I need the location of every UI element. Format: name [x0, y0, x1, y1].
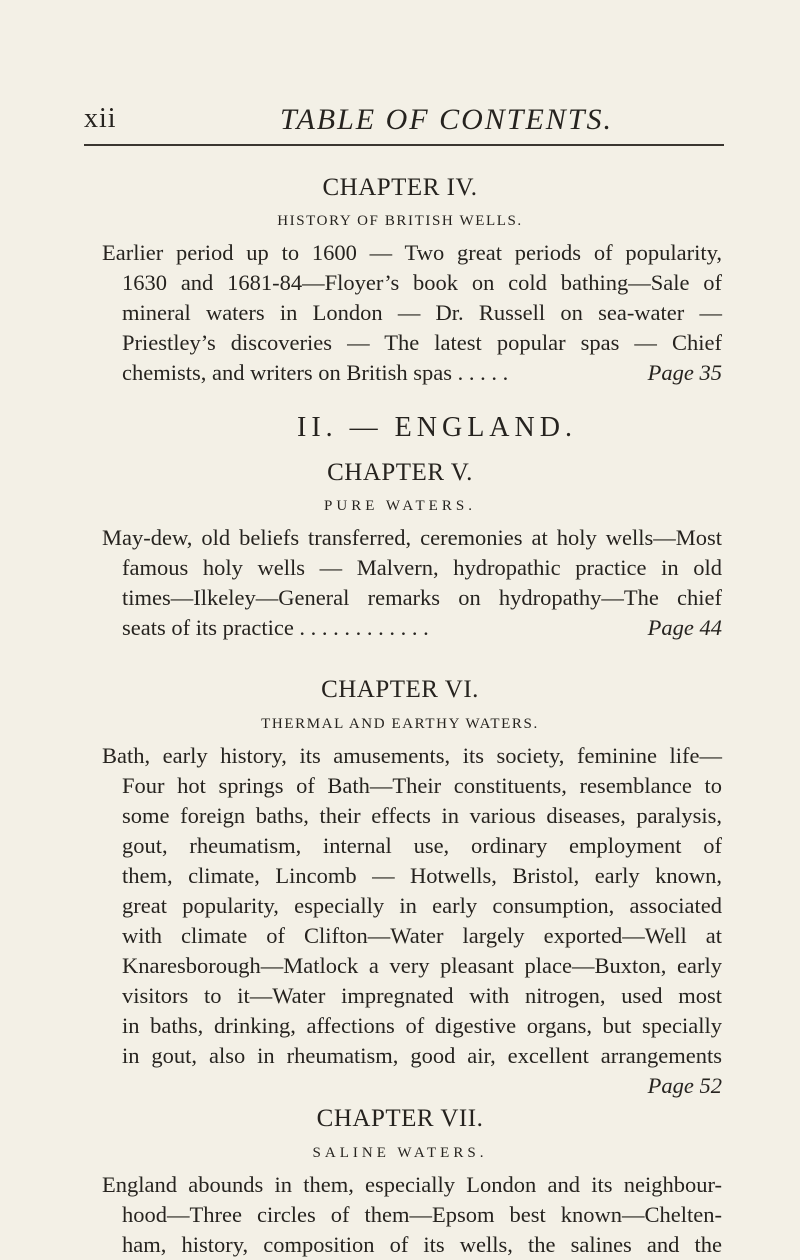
- chapter-4-summary: [102, 238, 722, 388]
- part-heading: II. — ENGLAND.: [297, 412, 577, 443]
- summary-line: hood—Three circles of them—Epsom best known—Chelten-: [122, 1202, 722, 1227]
- running-head: TABLE OF CONTENTS.: [280, 103, 613, 136]
- summary-line: [102, 613, 722, 643]
- page-reference-line: [102, 1071, 722, 1101]
- page-header: [84, 103, 704, 143]
- page-reference: Page 52: [647, 1073, 722, 1098]
- chapter-7-title: CHAPTER VII.: [316, 1105, 484, 1132]
- page-reference: Page 44: [647, 615, 722, 640]
- summary-line: Earlier period up to 1600 — Two great periods of popularity,: [102, 240, 722, 265]
- summary-line: May-dew, old beliefs transferred, ceremonies at holy wells—Most: [102, 525, 722, 550]
- summary-line: in baths, drinking, affections of digestive organs, but specially: [122, 1013, 722, 1038]
- summary-line: England abounds in them, especially London and its neighbour-: [102, 1172, 722, 1197]
- chapter-5-summary: [102, 523, 722, 643]
- summary-line-text: seats of its practice . . . . . . . . . . . .: [122, 615, 429, 640]
- summary-line: some foreign baths, their effects in various diseases, paralysis,: [122, 803, 722, 828]
- chapter-6-title: CHAPTER VI.: [321, 676, 479, 703]
- summary-line: gout, rheumatism, internal use, ordinary employment of: [122, 833, 722, 858]
- chapter-7-subtitle: SALINE WATERS.: [312, 1145, 488, 1161]
- summary-line: famous holy wells — Malvern, hydropathic practice in old: [122, 555, 722, 580]
- page-reference: Page 35: [647, 360, 722, 385]
- summary-line-text: chemists, and writers on British spas . . . . .: [122, 360, 509, 385]
- chapter-5-title: CHAPTER V.: [327, 459, 473, 486]
- summary-line: times—Ilkeley—General remarks on hydropathy—The chief: [122, 585, 722, 610]
- summary-line: Four hot springs of Bath—Their constituents, resemblance to: [122, 773, 722, 798]
- summary-line: Knaresborough—Matlock a very pleasant place—Buxton, early: [122, 953, 722, 978]
- page-number: xii: [84, 103, 117, 134]
- summary-line: 1630 and 1681-84—Floyer’s book on cold bathing—Sale of: [122, 270, 722, 295]
- header-rule: [84, 144, 724, 146]
- chapter-4-title: CHAPTER IV.: [322, 174, 478, 201]
- summary-line: with climate of Clifton—Water largely exported—Well at: [122, 923, 722, 948]
- summary-line: mineral waters in London — Dr. Russell on sea-water —: [122, 300, 722, 325]
- summary-line: them, climate, Lincomb — Hotwells, Bristol, early known,: [122, 863, 722, 888]
- chapter-7-summary: [102, 1170, 722, 1260]
- chapter-6-subtitle: THERMAL AND EARTHY WATERS.: [261, 716, 539, 732]
- summary-line: great popularity, especially in early consumption, associated: [122, 893, 722, 918]
- summary-line: Bath, early history, its amusements, its society, feminine life—: [102, 743, 722, 768]
- chapter-6-summary: [102, 741, 722, 1101]
- summary-line: [102, 358, 722, 388]
- chapter-5-subtitle: PURE WATERS.: [324, 498, 476, 514]
- summary-line: in gout, also in rheumatism, good air, excellent arrangements: [122, 1043, 722, 1068]
- summary-line: Priestley’s discoveries — The latest popular spas — Chief: [122, 330, 722, 355]
- summary-line: ham, history, composition of its wells, the salines and the: [122, 1232, 722, 1257]
- chapter-4-subtitle: HISTORY OF BRITISH WELLS.: [277, 213, 523, 229]
- summary-line: visitors to it—Water impregnated with nitrogen, used most: [122, 983, 722, 1008]
